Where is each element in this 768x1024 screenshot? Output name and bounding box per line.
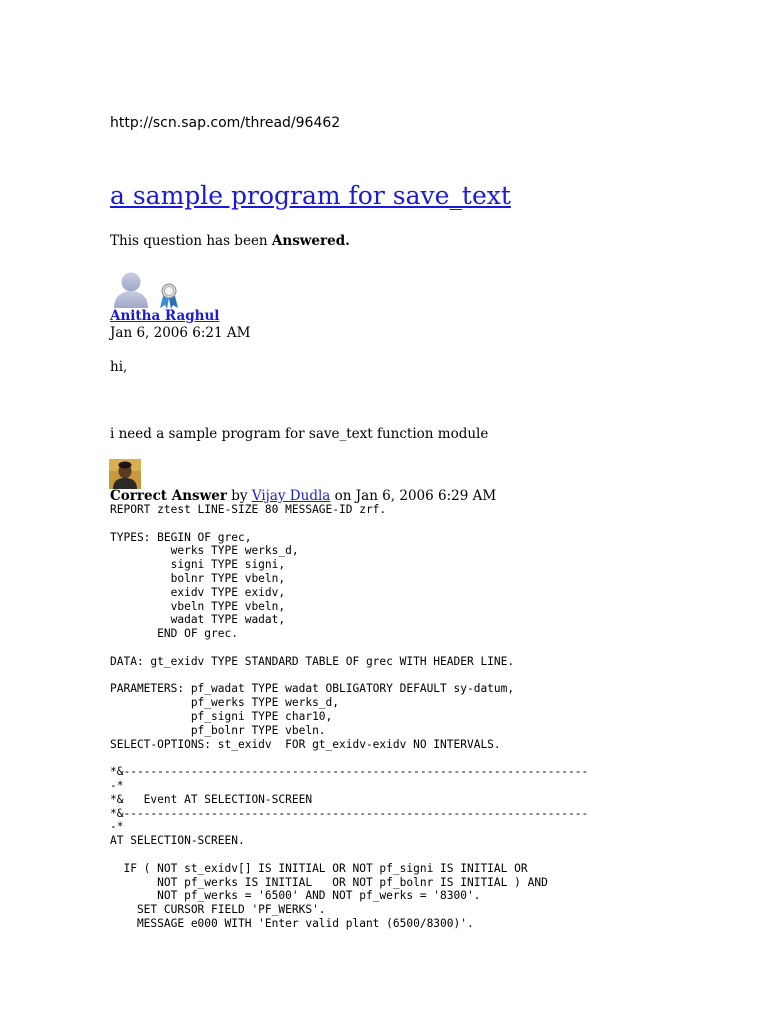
answer-header bbox=[110, 488, 496, 504]
answer-author-link[interactable]: Vijay Dudla bbox=[251, 488, 331, 504]
answer-date: on Jan 6, 2006 6:29 AM bbox=[334, 488, 497, 504]
question-date: Jan 6, 2006 6:21 AM bbox=[110, 325, 251, 341]
medal-ribbon-icon bbox=[158, 283, 180, 309]
question-body: i need a sample program for save_text function module bbox=[110, 426, 489, 442]
thread-status bbox=[110, 233, 350, 249]
source-url: http://scn.sap.com/thread/96462 bbox=[110, 115, 341, 131]
default-user-avatar-icon[interactable] bbox=[109, 270, 153, 308]
answer-code-block: REPORT ztest LINE-SIZE 80 MESSAGE-ID zrf. TYPES: BEGIN OF grec, werks TYPE werks_d, signi TYPE signi, bolnr TYPE vbeln, exidv TYPE exidv, vbeln TYPE vbeln, wadat TYPE wadat, END OF grec. DATA: gt_exidv TYPE STANDARD TABLE OF grec WITH HEADER LINE. PARAMETERS: pf_wadat TYPE wadat OBLIGATORY DEFAULT sy-datum, pf_werks TYPE werks_d, pf_signi TYPE char10, pf_bolnr TYPE vbeln. SELECT-OPTIONS: st_exidv FOR gt_exidv-exidv NO INTERVALS. *&--------------------------------------------------------------------- -* *& Event AT SELECTION-SCREEN *&--------------------------------------------------------------------- -* AT SELECTION-SCREEN. IF ( NOT st_exidv[] IS INITIAL OR NOT pf_signi IS INITIAL OR NOT pf_werks IS INITIAL OR NOT pf_bolnr IS INITIAL ) AND NOT pf_werks = '6500' AND NOT pf_werks = '8300'. SET CURSOR FIELD 'PF_WERKS'. MESSAGE e000 WITH 'Enter valid plant (6500/8300)'. bbox=[110, 503, 589, 930]
status-value: Answered. bbox=[271, 233, 350, 249]
question-greeting: hi, bbox=[110, 359, 128, 375]
status-prefix: This question has been bbox=[110, 233, 268, 249]
answer-by-text: by bbox=[231, 488, 248, 504]
thread-title[interactable]: a sample program for save_text bbox=[110, 181, 511, 210]
user-photo-avatar[interactable] bbox=[109, 459, 141, 489]
question-author-link[interactable]: Anitha Raghul bbox=[110, 308, 220, 324]
correct-answer-label: Correct Answer bbox=[110, 488, 227, 504]
